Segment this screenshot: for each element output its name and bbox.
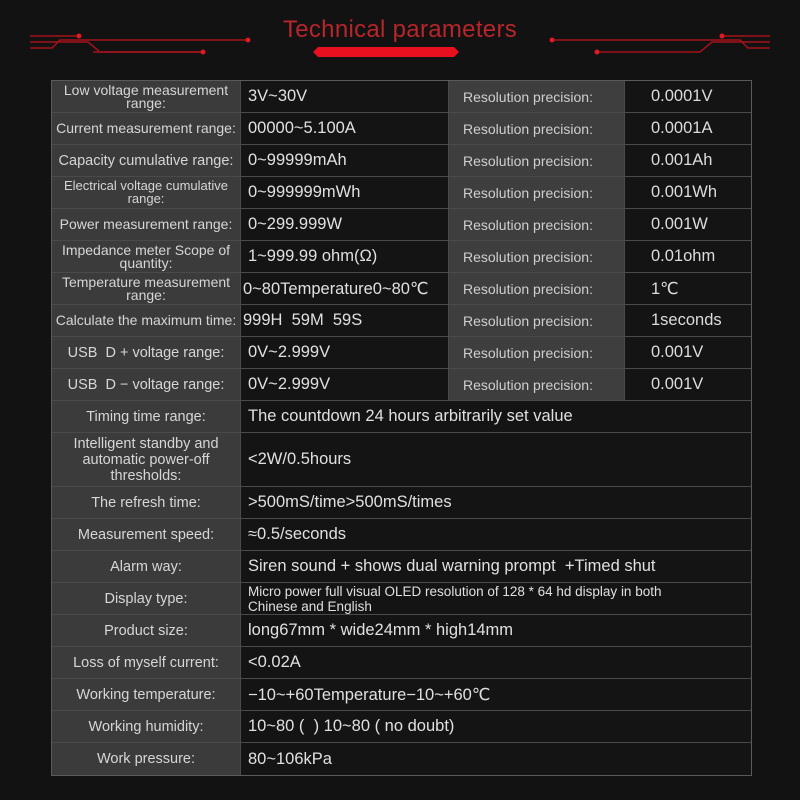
precision-value: 0.001V: [625, 337, 751, 368]
precision-label: Resolution precision:: [448, 305, 625, 336]
precision-label: Resolution precision:: [448, 113, 625, 144]
precision-label: Resolution precision:: [448, 81, 625, 112]
table-row: [52, 81, 751, 113]
row-label: Calculate the maximum time:: [52, 305, 241, 336]
precision-label: Resolution precision:: [448, 145, 625, 176]
table-row: [52, 583, 751, 615]
row-label: Display type:: [52, 583, 241, 614]
table-row: [52, 519, 751, 551]
precision-value: 0.001W: [625, 209, 751, 240]
table-row: [52, 145, 751, 177]
precision-value: 0.001Wh: [625, 177, 751, 208]
row-value: long67mm * wide24mm * high14mm: [241, 615, 751, 646]
row-value: <2W/0.5hours: [241, 433, 751, 486]
row-label: Current measurement range:: [52, 113, 241, 144]
table-row: [52, 273, 751, 305]
row-label: Product size:: [52, 615, 241, 646]
table-row: [52, 743, 751, 775]
row-label: Loss of myself current:: [52, 647, 241, 678]
precision-label: Resolution precision:: [448, 209, 625, 240]
row-label: The refresh time:: [52, 487, 241, 518]
table-row: [52, 209, 751, 241]
table-row: [52, 369, 751, 401]
row-label: Measurement speed:: [52, 519, 241, 550]
table-row: [52, 113, 751, 145]
table-row: [52, 615, 751, 647]
row-label: Capacity cumulative range:: [52, 145, 241, 176]
precision-value: 1℃: [625, 273, 751, 304]
precision-value: 0.0001A: [625, 113, 751, 144]
precision-label: Resolution precision:: [448, 273, 625, 304]
row-label: Intelligent standby and automatic power-off thresholds:: [52, 433, 241, 486]
row-value: The countdown 24 hours arbitrarily set value: [241, 401, 751, 432]
row-value: 10~80 ( ) 10~80 ( no doubt): [241, 711, 751, 742]
table-row: [52, 487, 751, 519]
row-value: −10~+60Temperature−10~+60℃: [241, 679, 751, 710]
row-label: USB D − voltage range:: [52, 369, 241, 400]
row-value: 00000~5.100A: [241, 113, 448, 144]
precision-label: Resolution precision:: [448, 337, 625, 368]
row-value: <0.02A: [241, 647, 751, 678]
precision-value: 0.001Ah: [625, 145, 751, 176]
table-row: [52, 305, 751, 337]
row-value: 999H 59M 59S: [241, 305, 448, 336]
row-value: 0V~2.999V: [241, 369, 448, 400]
row-value: 0~299.999W: [241, 209, 448, 240]
row-value: Siren sound + shows dual warning prompt +Timed shut: [241, 551, 751, 582]
table-row: [52, 711, 751, 743]
row-value: 80~106kPa: [241, 743, 751, 775]
table-row: [52, 433, 751, 487]
precision-value: 1seconds: [625, 305, 751, 336]
row-label: Alarm way:: [52, 551, 241, 582]
precision-value: 0.0001V: [625, 81, 751, 112]
row-label: Power measurement range:: [52, 209, 241, 240]
row-label: Low voltage measurement range:: [52, 81, 241, 112]
row-value: 0~80Temperature0~80℃: [241, 273, 448, 304]
row-value: 0~999999mWh: [241, 177, 448, 208]
row-label: Electrical voltage cumulative range:: [52, 177, 241, 208]
precision-value: 0.01ohm: [625, 241, 751, 272]
row-value: Micro power full visual OLED resolution of 128 * 64 hd display in both Chinese and English: [241, 583, 751, 614]
row-value: >500mS/time>500mS/times: [241, 487, 751, 518]
precision-value: 0.001V: [625, 369, 751, 400]
table-row: [52, 401, 751, 433]
table-row: [52, 337, 751, 369]
page-title: Technical parameters: [282, 16, 518, 43]
row-value: 0~99999mAh: [241, 145, 448, 176]
table-row: [52, 241, 751, 273]
row-value: 1~999.99 ohm(Ω): [241, 241, 448, 272]
spec-table: [51, 80, 752, 776]
row-label: Working temperature:: [52, 679, 241, 710]
row-value: 3V~30V: [241, 81, 448, 112]
row-label: Temperature measurement range:: [52, 273, 241, 304]
precision-label: Resolution precision:: [448, 241, 625, 272]
row-label: Timing time range:: [52, 401, 241, 432]
row-label: Working humidity:: [52, 711, 241, 742]
header-banner: [0, 0, 800, 70]
table-row: [52, 679, 751, 711]
precision-label: Resolution precision:: [448, 177, 625, 208]
table-row: [52, 647, 751, 679]
row-label: Impedance meter Scope of quantity:: [52, 241, 241, 272]
table-row: [52, 177, 751, 209]
precision-label: Resolution precision:: [448, 369, 625, 400]
row-label: USB D + voltage range:: [52, 337, 241, 368]
row-value: 0V~2.999V: [241, 337, 448, 368]
table-row: [52, 551, 751, 583]
row-value: ≈0.5/seconds: [241, 519, 751, 550]
row-label: Work pressure:: [52, 743, 241, 775]
